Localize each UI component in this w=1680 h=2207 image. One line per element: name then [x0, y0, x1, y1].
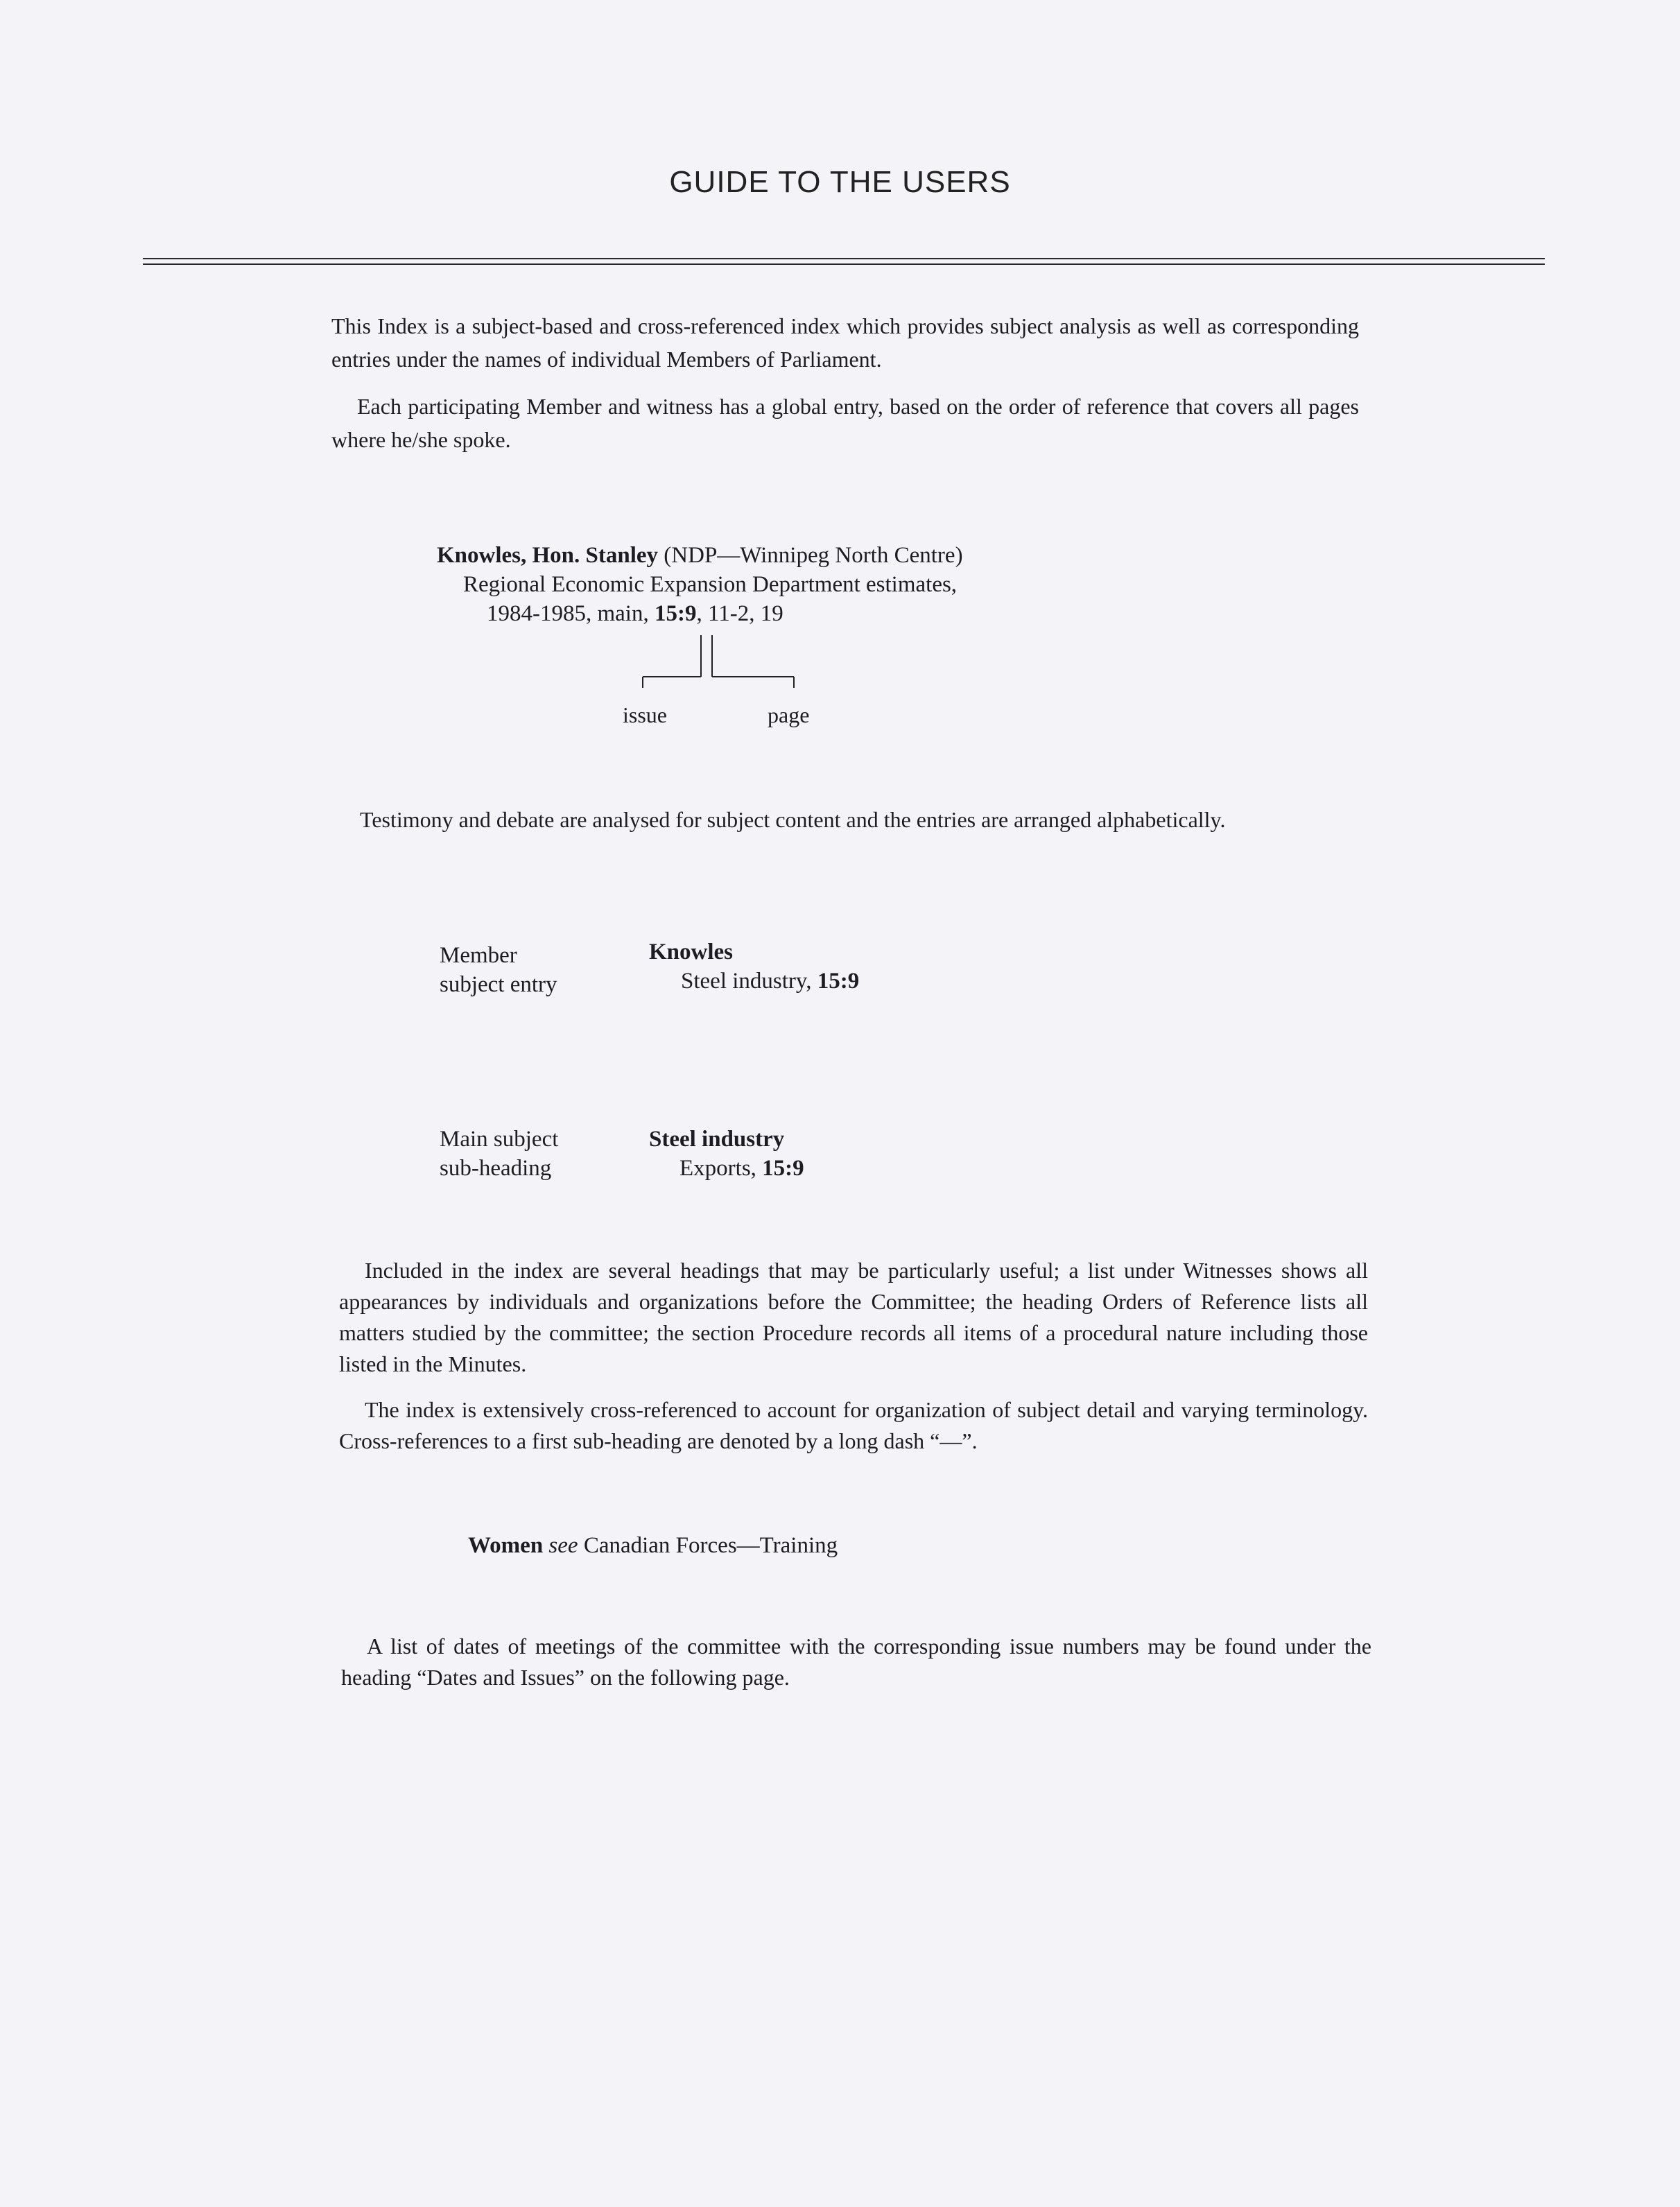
global-entry-line3-suffix: , 11-2, 19 — [696, 601, 783, 626]
page-label: page — [768, 702, 810, 727]
subject-heading: Steel industry — [649, 1127, 785, 1152]
member-label: Member — [440, 943, 517, 968]
subject-example-labels — [440, 1125, 558, 1183]
crossref-paragraph: The index is extensively cross-referenced to account for organization of subject detail and varying terminology. Cross-references to a first sub-heading are denoted by a long dash “—”. — [339, 1397, 1368, 1453]
global-entry-example — [437, 541, 1269, 628]
see-term: Women — [468, 1533, 544, 1558]
global-entry-line2: Regional Economic Expansion Department estimates, — [463, 572, 958, 597]
see-keyword: see — [548, 1533, 578, 1558]
subject-subentry-ref: 15:9 — [762, 1156, 804, 1181]
main-subject-label: Main subject — [440, 1127, 559, 1152]
headings-paragraph: Included in the index are several headings that may be particularly useful; a list under Witnesses shows all appearances by individuals and organizations before the Committee; the heading Orders of Reference lists all matters studied by the committee; the section Procedure records all items of a procedural nature including those listed in the Minutes. — [339, 1258, 1368, 1376]
member-example-entry — [649, 937, 859, 996]
sub-heading-label: sub-heading — [440, 1156, 552, 1181]
see-target: Canadian Forces—Training — [583, 1533, 838, 1558]
issue-page-bracket-diagram — [624, 632, 832, 688]
member-example-labels — [440, 941, 557, 999]
issue-label: issue — [623, 702, 667, 727]
global-entry-line3 — [437, 599, 1269, 628]
global-entry-line3-prefix: 1984-1985, main, — [487, 601, 649, 626]
testimony-paragraph: Testimony and debate are analysed for subject content and the entries are arranged alphabetically. — [360, 807, 1226, 832]
page-title: GUIDE TO THE USERS — [669, 165, 1011, 199]
subject-subentry-text: Exports, — [679, 1156, 756, 1181]
intro-paragraph-1: This Index is a subject-based and cross-referenced index which provides subject analysis as well as corresponding entries under the names of individual Members of Parliament. — [331, 313, 1359, 372]
dates-paragraph: A list of dates of meetings of the committee with the corresponding issue numbers may be found under the heading “Dates and Issues” on the following page. — [341, 1634, 1371, 1690]
member-subentry-ref: 15:9 — [817, 969, 860, 994]
member-subentry-text: Steel industry, — [681, 969, 812, 994]
title-rule-bottom — [143, 263, 1545, 265]
subject-example-entry — [649, 1125, 804, 1183]
global-entry-name: Knowles, Hon. Stanley — [437, 543, 659, 568]
member-heading: Knowles — [649, 940, 734, 964]
global-entry-issue-ref: 15:9 — [654, 601, 697, 626]
intro-paragraph-2: Each participating Member and witness has a global entry, based on the order of reference that covers all pages where he/she spoke. — [331, 394, 1359, 452]
subject-entry-label: subject entry — [440, 972, 557, 997]
title-rule-top — [143, 258, 1545, 259]
global-entry-affiliation: (NDP—Winnipeg North Centre) — [664, 543, 963, 568]
see-reference-example — [468, 1531, 838, 1560]
